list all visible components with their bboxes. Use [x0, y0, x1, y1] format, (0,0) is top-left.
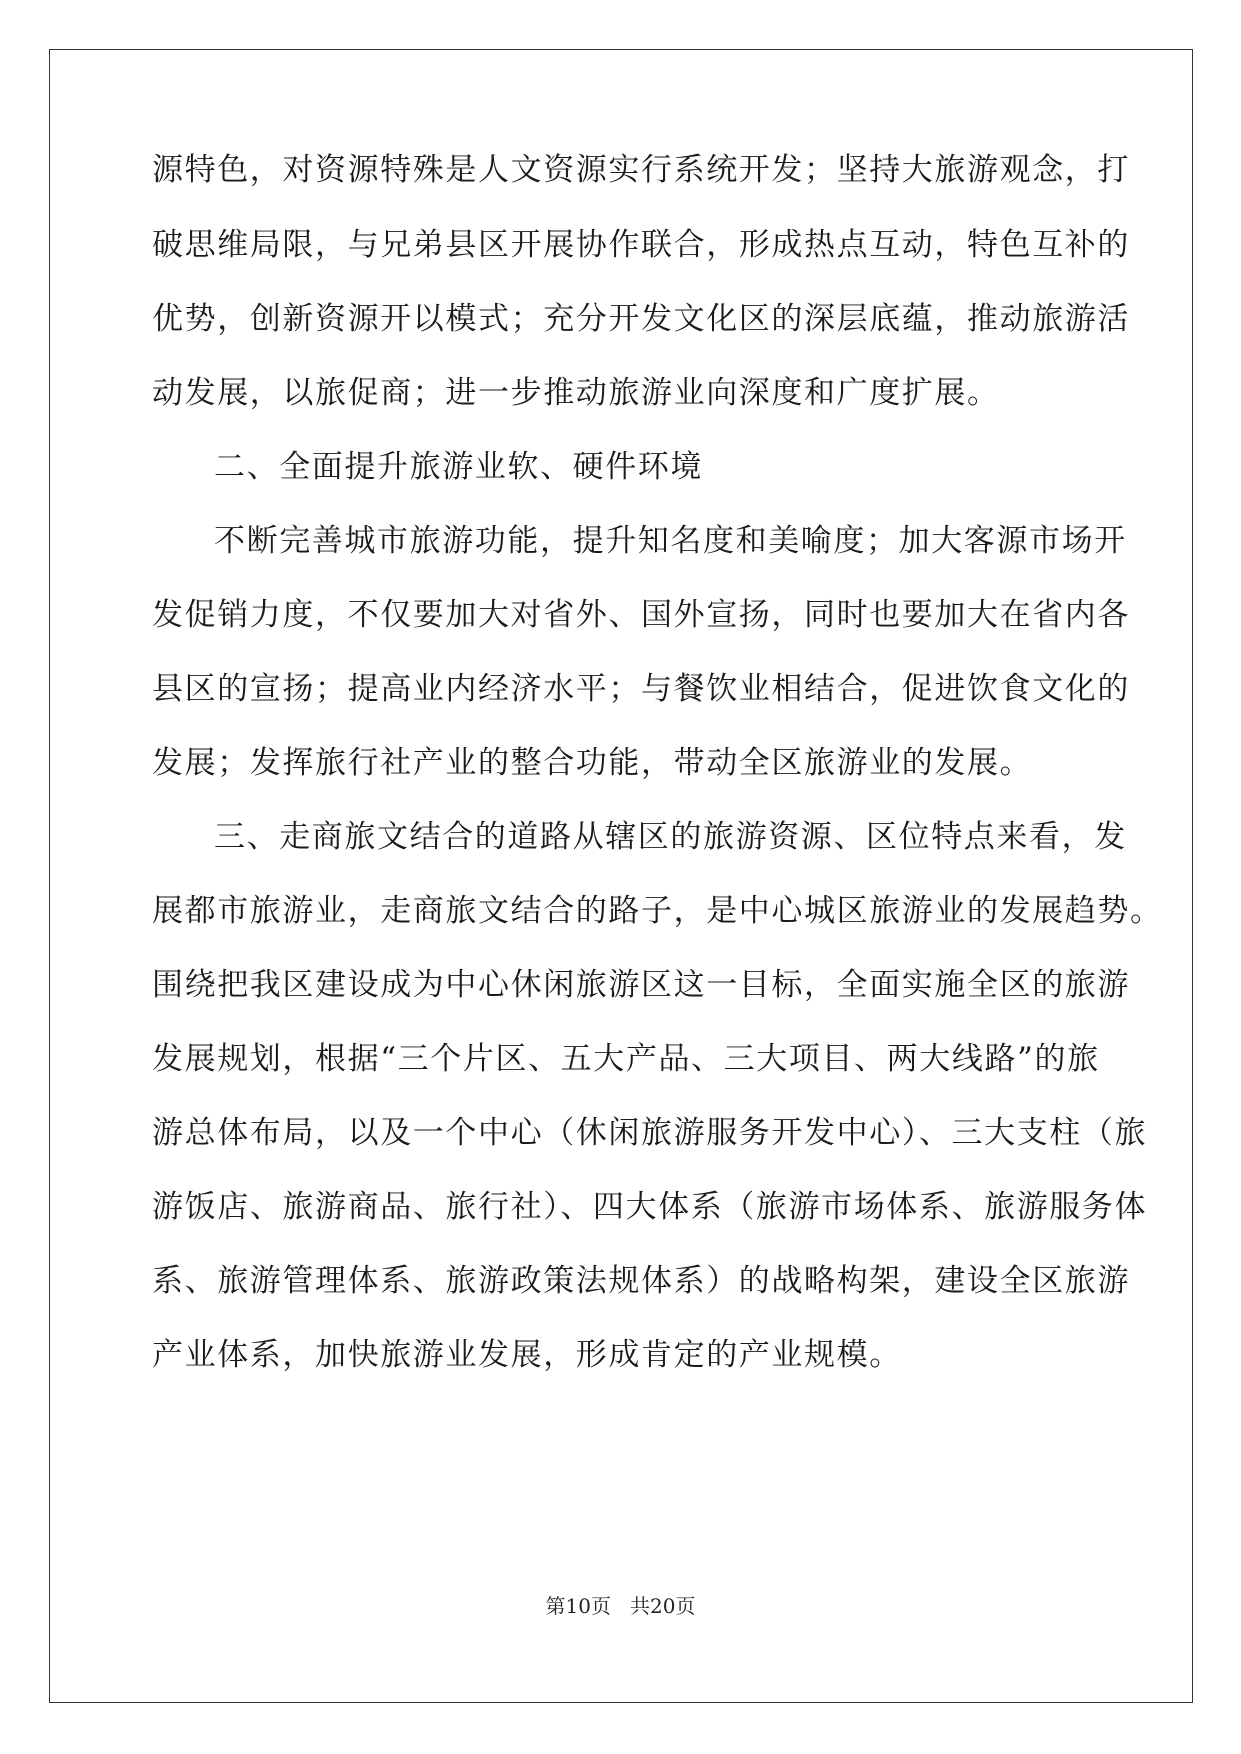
- text-line: 展都市旅游业，走商旅文结合的路子，是中心城区旅游业的发展趋势。: [152, 893, 1163, 929]
- page-number: 第10页: [545, 1594, 611, 1618]
- text-line: 县区的宣扬；提高业内经济水平；与餐饮业相结合，促进饮食文化的: [152, 671, 1130, 707]
- text-line: 动发展，以旅促商；进一步推动旅游业向深度和广度扩展。: [152, 375, 1000, 411]
- page-total: 共20页: [630, 1594, 696, 1618]
- text-line: 围绕把我区建设成为中心休闲旅游区这一目标，全面实施全区的旅游: [152, 967, 1130, 1003]
- section-heading: 二、全面提升旅游业软、硬件环境: [214, 449, 703, 485]
- text-line: 产业体系，加快旅游业发展，形成肯定的产业规模。: [152, 1337, 902, 1373]
- text-line: 破思维局限，与兄弟县区开展协作联合，形成热点互动，特色互补的: [152, 227, 1130, 263]
- text-line: 源特色，对资源特殊是人文资源实行系统开发；坚持大旅游观念，打: [152, 152, 1130, 188]
- text-line: 不断完善城市旅游功能，提升知名度和美喻度；加大客源市场开: [214, 523, 1127, 559]
- text-line: 发展规划，根据“三个片区、五大产品、三大项目、两大线路”的旅: [152, 1041, 1100, 1077]
- text-line: 游总体布局，以及一个中心（休闲旅游服务开发中心）、三大支柱（旅: [152, 1115, 1148, 1151]
- section-heading: 三、走商旅文结合的道路从辖区的旅游资源、区位特点来看，发: [214, 819, 1127, 855]
- text-line: 优势，创新资源开以模式；充分开发文化区的深层底蕴，推动旅游活: [152, 301, 1130, 337]
- page-footer: [0, 1594, 1241, 1618]
- text-line: 系、旅游管理体系、旅游政策法规体系）的战略构架，建设全区旅游: [152, 1263, 1130, 1299]
- text-line: 游饭店、旅游商品、旅行社）、四大体系（旅游市场体系、旅游服务体: [152, 1189, 1148, 1225]
- page-border: [49, 49, 1193, 1703]
- text-line: 发展；发挥旅行社产业的整合功能，带动全区旅游业的发展。: [152, 745, 1033, 781]
- text-line: 发促销力度，不仅要加大对省外、国外宣扬，同时也要加大在省内各: [152, 597, 1130, 633]
